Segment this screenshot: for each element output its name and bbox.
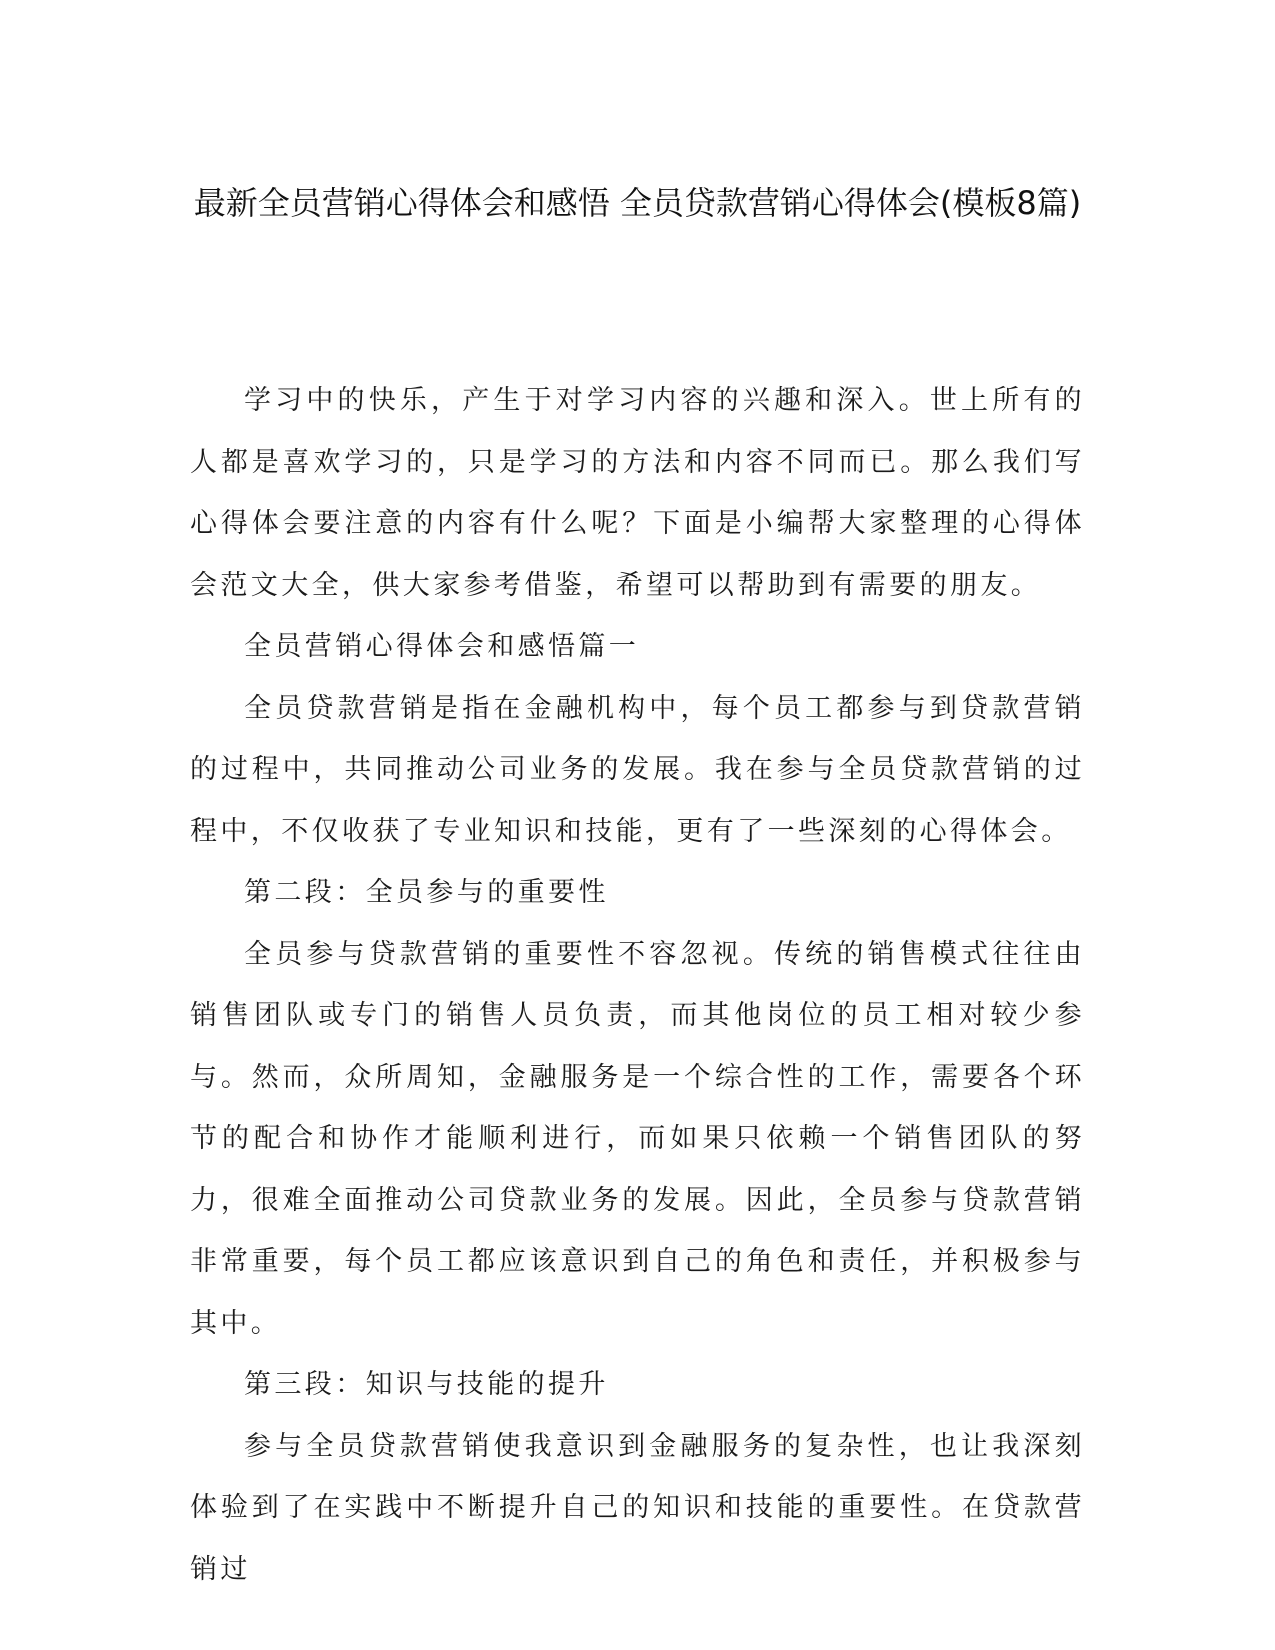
document-title: 最新全员营销心得体会和感悟 全员贷款营销心得体会(模板8篇) <box>193 184 1082 222</box>
section-heading: 第三段：知识与技能的提升 <box>244 1369 609 1400</box>
document-body <box>190 370 1085 1600</box>
body-paragraph: 全员参与贷款营销的重要性不容忽视。传统的销售模式往往由销售团队或专门的销售人员负责，而其他岗位的员工相对较少参与。然而，众所周知，金融服务是一个综合性的工作，需要各个环节的配合和协作才能顺利进行，而如果只依赖一个销售团队的努力，很难全面推动公司贷款业务的发展。因此，全员参与贷款营销非常重要，每个员工都应该意识到自己的角色和责任，并积极参与其中。 <box>190 938 1085 1339</box>
intro-paragraph: 学习中的快乐，产生于对学习内容的兴趣和深入。世上所有的人都是喜欢学习的，只是学习的方法和内容不同而已。那么我们写心得体会要注意的内容有什么呢？下面是小编帮大家整理的心得体会范文大全，供大家参考借鉴，希望可以帮助到有需要的朋友。 <box>190 385 1085 601</box>
section-heading: 全员营销心得体会和感悟篇一 <box>244 631 640 662</box>
body-paragraph: 全员贷款营销是指在金融机构中，每个员工都参与到贷款营销的过程中，共同推动公司业务的发展。我在参与全员贷款营销的过程中，不仅收获了专业知识和技能，更有了一些深刻的心得体会。 <box>190 692 1085 847</box>
section-heading: 第二段：全员参与的重要性 <box>244 877 609 908</box>
body-paragraph: 参与全员贷款营销使我意识到金融服务的复杂性，也让我深刻体验到了在实践中不断提升自己的知识和技能的重要性。在贷款营销过 <box>190 1430 1085 1585</box>
